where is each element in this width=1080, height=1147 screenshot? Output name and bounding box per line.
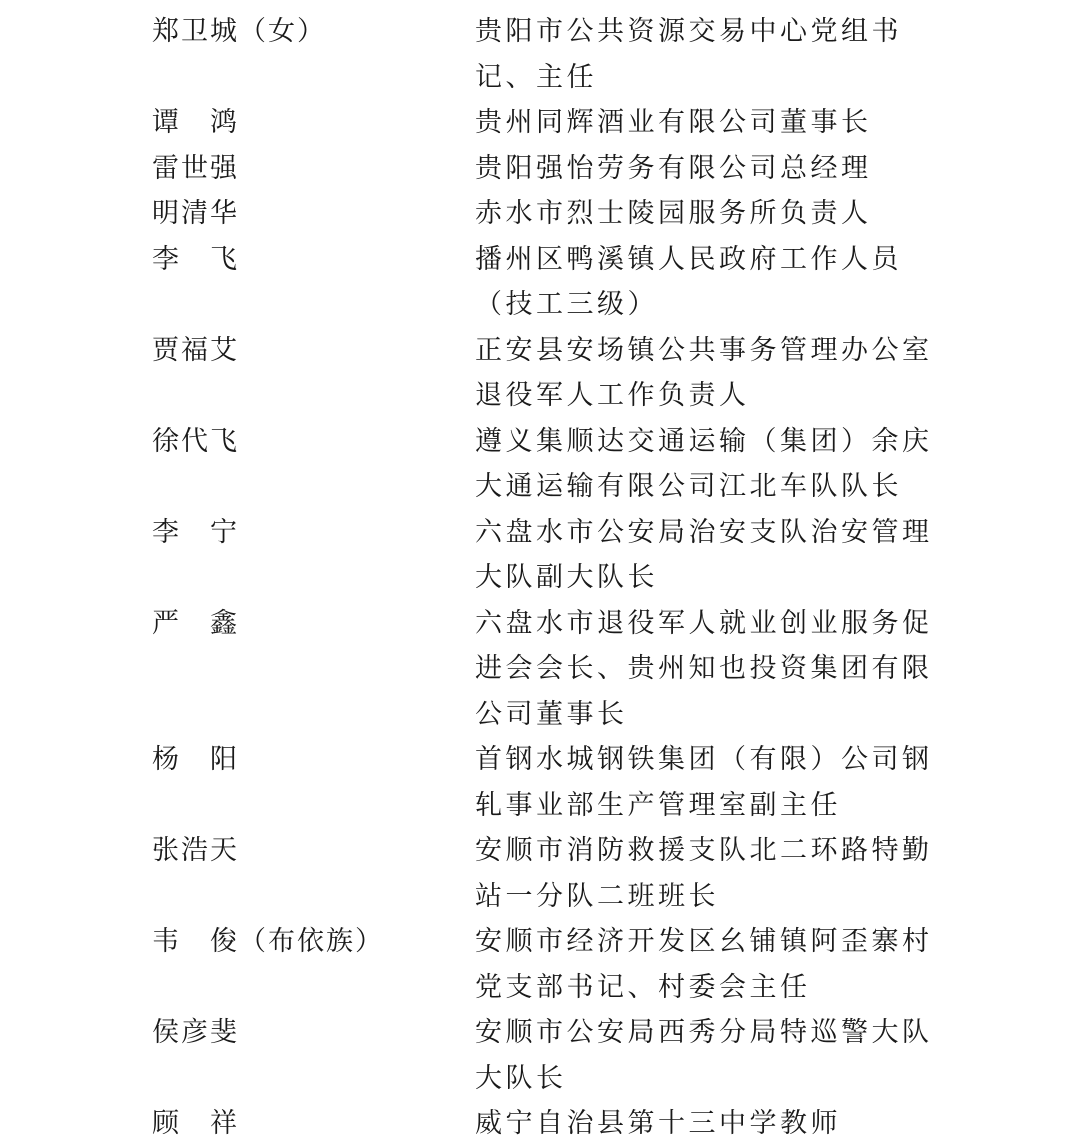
person-title: 赤水市烈士陵园服务所负责人 [475,198,872,229]
list-item [0,419,1080,510]
person-title: 贵阳强怡劳务有限公司总经理 [475,152,872,184]
list-item [0,237,1080,328]
person-name: 贾福艾 [152,334,239,366]
person-name: 雷世强 [152,152,239,184]
person-title: 安顺市经济开发区幺铺镇阿歪寨村党支部书记、村委会主任 [475,926,933,1003]
honoree-list [0,9,1080,1147]
person-name: 李 飞 [152,243,239,275]
person-name: 侯彦斐 [152,1017,239,1048]
list-item [0,191,1080,237]
list-item [0,828,1080,919]
person-title: 正安县安场镇公共事务管理办公室退役军人工作负责人 [475,334,933,411]
person-title: 遵义集顺达交通运输（集团）余庆大通运输有限公司江北车队队长 [475,425,933,502]
person-title: 贵州同辉酒业有限公司董事长 [475,107,872,138]
list-item [0,9,1080,100]
list-item [0,146,1080,192]
list-item [0,1101,1080,1147]
person-name: 顾 祥 [152,1108,239,1139]
person-name: 明清华 [152,198,239,229]
person-name: 郑卫城（女） [152,16,326,47]
person-title: 安顺市公安局西秀分局特巡警大队大队长 [475,1017,933,1094]
list-item [0,919,1080,1010]
list-item [0,510,1080,601]
person-name: 谭 鸿 [152,107,239,138]
list-item [0,100,1080,146]
person-title: 六盘水市退役军人就业创业服务促进会会长、贵州知也投资集团有限公司董事长 [475,607,933,730]
person-title: 首钢水城钢铁集团（有限）公司钢轧事业部生产管理室副主任 [475,744,933,821]
list-item [0,1010,1080,1101]
person-name: 张浩天 [152,835,239,866]
person-name: 徐代飞 [152,425,239,457]
person-title: 播州区鸭溪镇人民政府工作人员（技工三级） [475,243,902,320]
list-item [0,737,1080,828]
list-item [0,328,1080,419]
person-name: 李 宁 [152,516,239,548]
person-name: 杨 阳 [152,744,239,775]
person-title: 威宁自治县第十三中学教师 [475,1108,841,1139]
person-name: 严 鑫 [152,607,239,639]
person-title: 六盘水市公安局治安支队治安管理大队副大队长 [475,516,933,593]
list-item [0,601,1080,738]
person-title: 贵阳市公共资源交易中心党组书记、主任 [475,16,902,93]
person-title: 安顺市消防救援支队北二环路特勤站一分队二班班长 [475,835,933,912]
person-name: 韦 俊（布依族） [152,926,384,957]
